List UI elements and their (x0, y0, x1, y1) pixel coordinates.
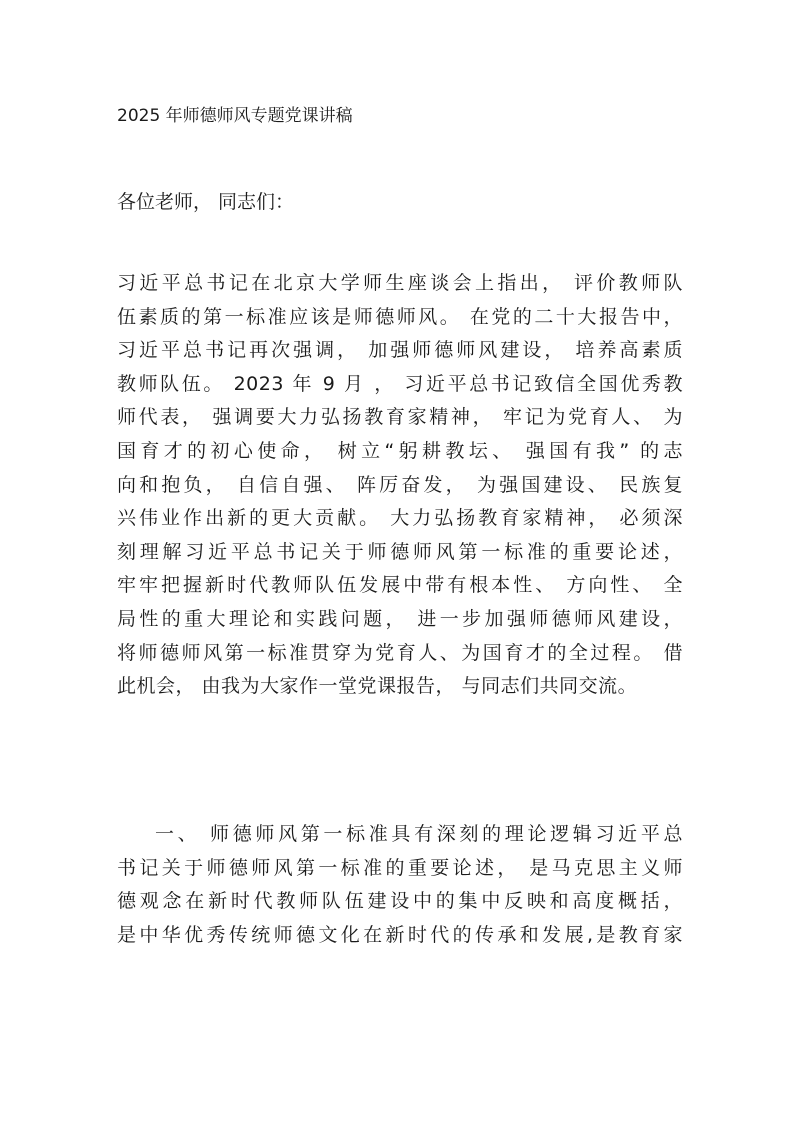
paragraph-line: 书记关于师德师风第一标准的重要论述， 是马克思主义师 (117, 856, 683, 879)
paragraph-line: 习近平总书记再次强调， 加强师德师风建设， 培养高素质 (117, 339, 683, 362)
paragraph-line: 向和抱负， 自信自强、 阵厉奋发， 为强国建设、 民族复 (117, 473, 683, 496)
paragraph-line: 兴伟业作出新的更大贡献。 大力弘扬教育家精神， 必须深 (117, 507, 683, 530)
paragraph-line: 德观念在新时代教师队伍建设中的集中反映和高度概括， (117, 890, 683, 913)
paragraph-line: 师代表， 强调要大力弘扬教育家精神， 牢记为党育人、 为 (117, 406, 683, 429)
salutation: 各位老师， 同志们： (117, 191, 295, 213)
paragraph-line: 局性的重大理论和实践问题， 进一步加强师德师风建设， (117, 607, 683, 630)
paragraph-line: 牢牢把握新时代教师队伍发展中带有根本性、 方向性、 全 (117, 574, 683, 597)
paragraph-line: 习近平总书记在北京大学师生座谈会上指出， 评价教师队 (117, 272, 683, 294)
paragraph-line: 刻理解习近平总书记关于师德师风第一标准的重要论述， (117, 540, 683, 563)
paragraph-line: 教师队伍。 2023 年 9 月 ， 习近平总书记致信全国优秀教 (117, 372, 683, 395)
document-title: 2025 年师德师风专题党课讲稿 (117, 106, 353, 126)
paragraph-line: 国育才的初心使命， 树立“躬耕教坛、 强国有我” 的志 (117, 439, 683, 462)
paragraph-intro (117, 267, 683, 704)
paragraph-line: 一、 师德师风第一标准具有深刻的理论逻辑习近平总 (155, 823, 683, 845)
paragraph-line: 将师德师风第一标准贯穿为党育人、为国育才的全过程。 借 (117, 641, 683, 664)
paragraph-line: 伍素质的第一标准应该是师德师风。 在党的二十大报告中， (117, 305, 683, 328)
paragraph-section-one (117, 818, 683, 952)
paragraph-line: 此机会， 由我为大家作一堂党课报告， 与同志们共同交流。 (117, 675, 638, 698)
paragraph-line: 是中华优秀传统师德文化在新时代的传承和发展,是教育家 (117, 923, 683, 946)
